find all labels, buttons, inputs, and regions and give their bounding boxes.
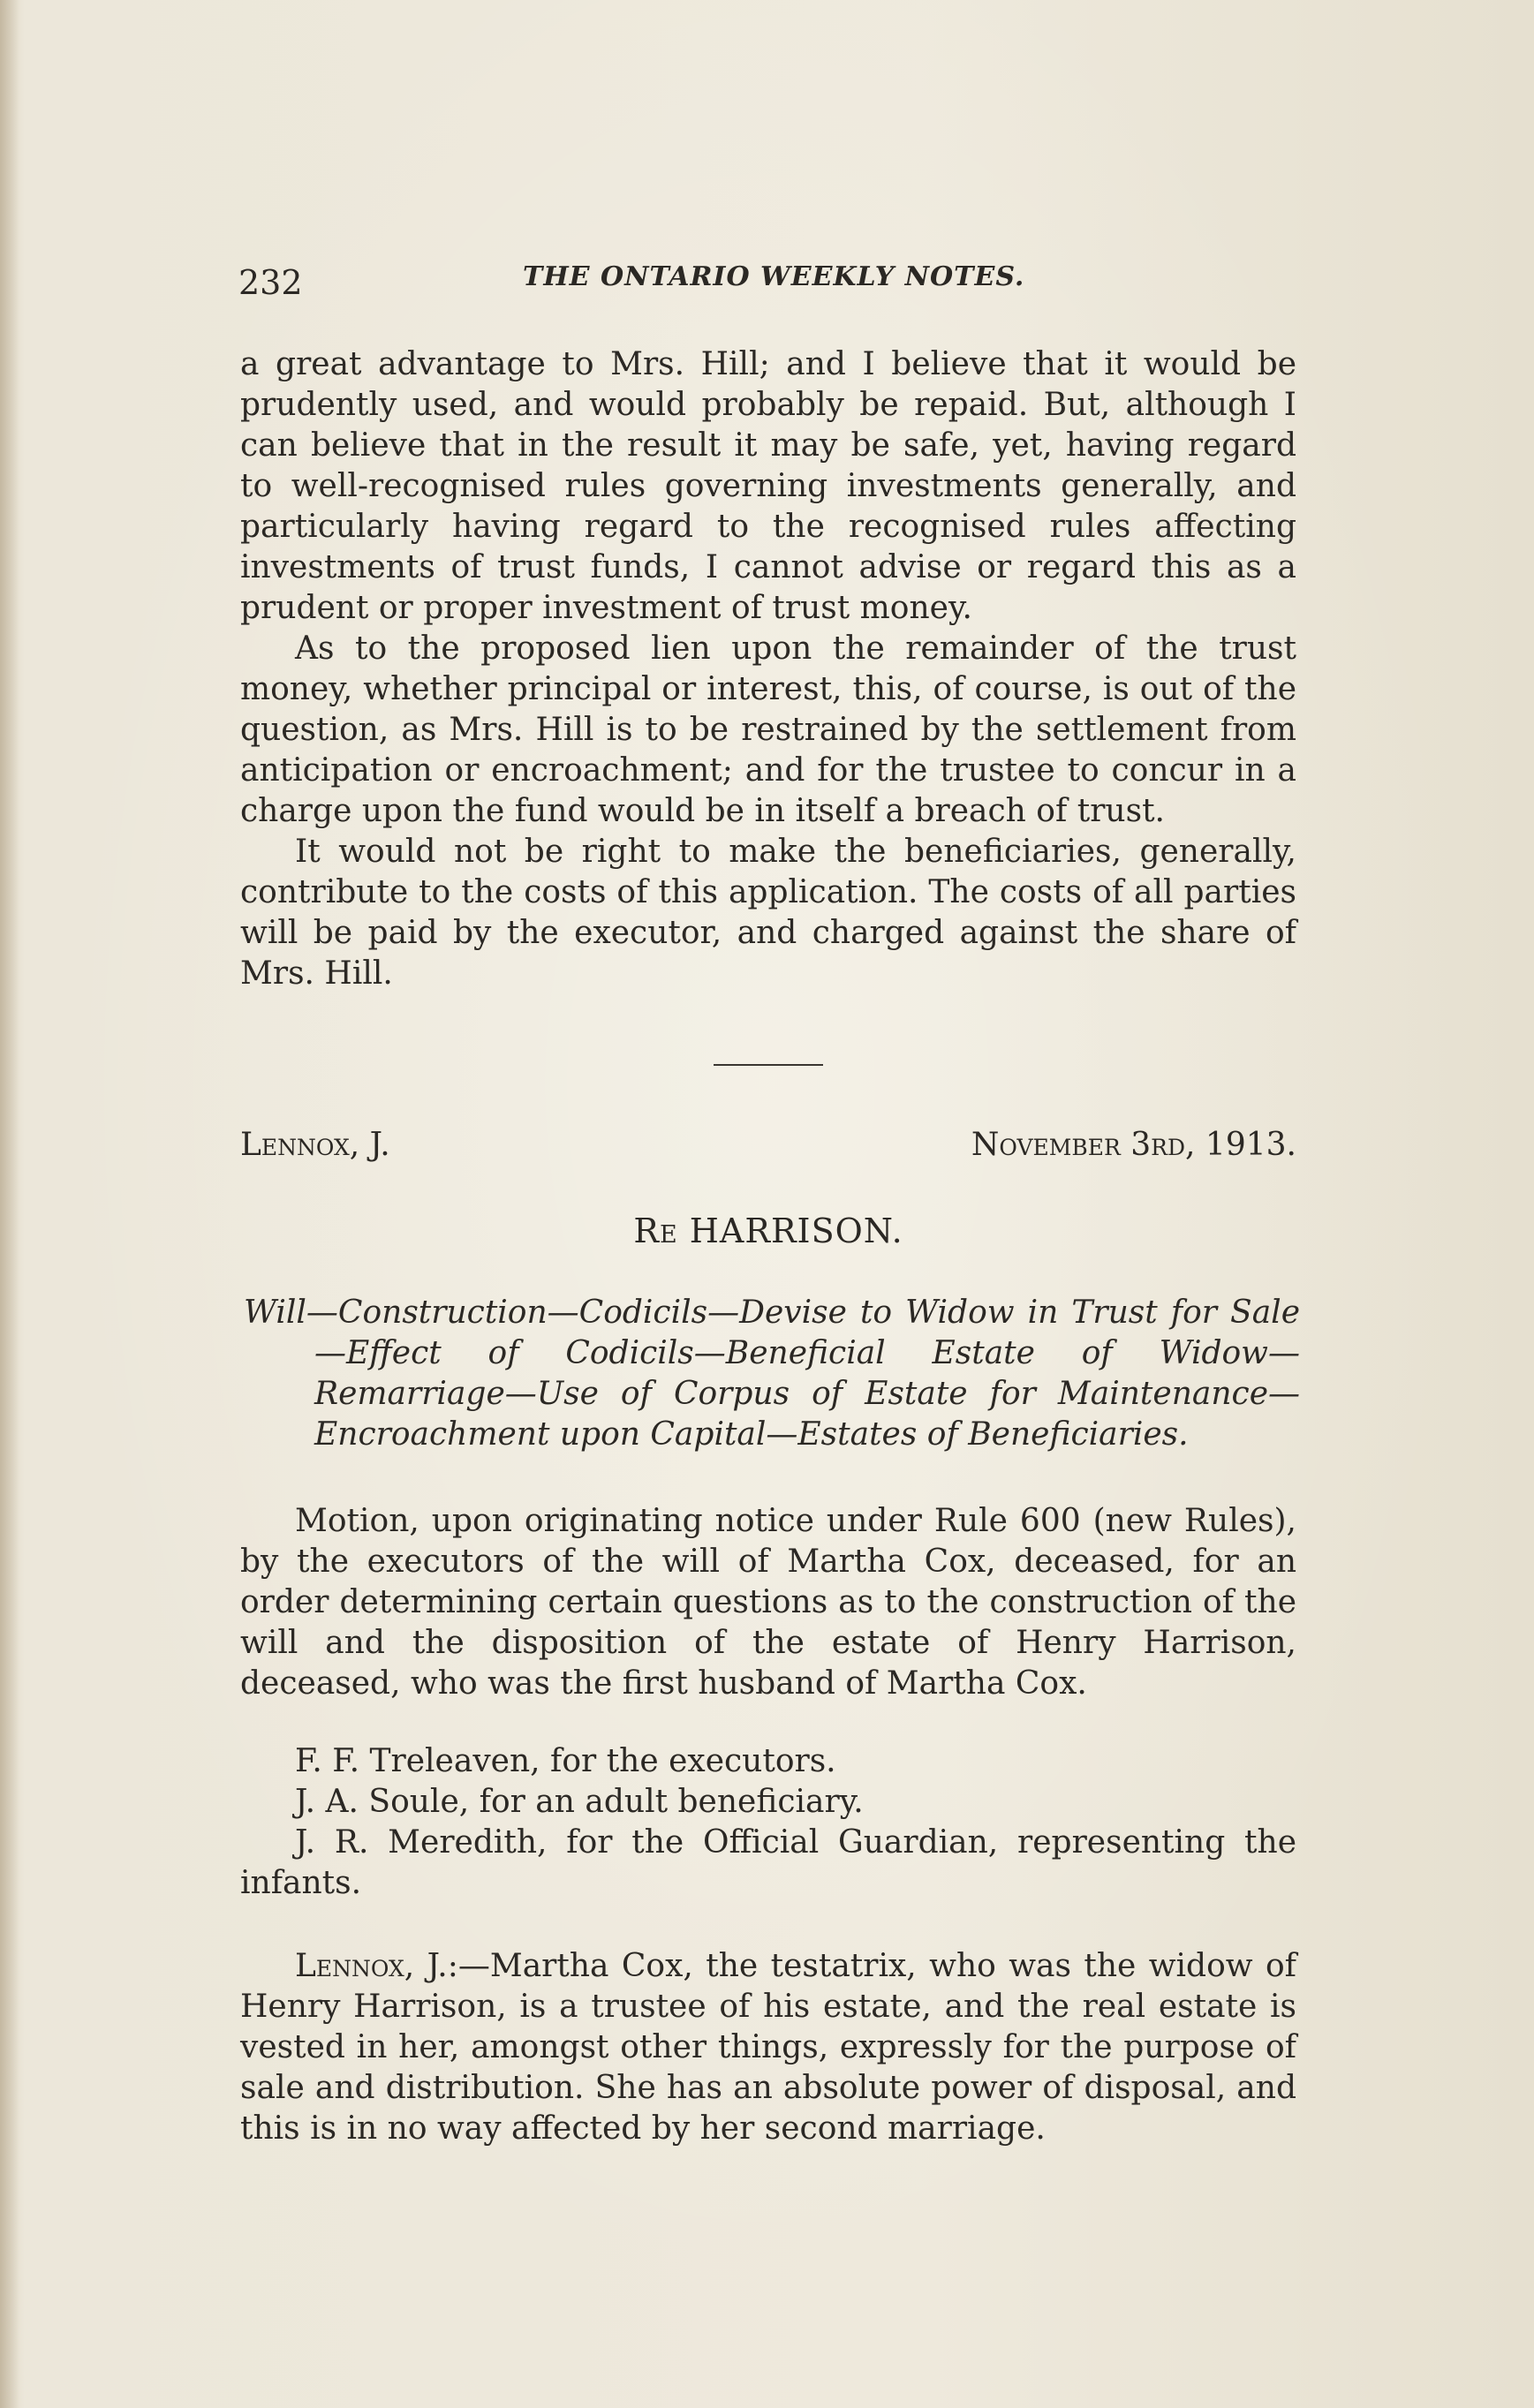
page-number: 232 [238,263,303,302]
paragraph: a great advantage to Mrs. Hill; and I believe that it would be prudently used, and would probably be repaid. But, although I can believe that in the result it may be safe, yet, having regard to well-recognised rules governing investments generally, and particularly having regard to the recognised rules affecting investments of trust funds, I cannot advise or regard this as a prudent or proper investment of trust money. [240,346,1296,626]
section-divider [714,1064,823,1066]
judgment-block [240,1946,1296,2149]
judge-name: Lennox, J. [240,1127,390,1163]
judgment-paragraph [240,1946,1296,2149]
judgment-speaker: Lennox, J. [295,1948,448,1984]
previous-case-body [240,344,1296,994]
page-header [238,258,1298,302]
counsel-entry: J. A. Soule, for an adult beneficiary. [295,1784,864,1820]
case-title [240,1212,1296,1250]
case-title-prefix: Re [633,1212,678,1250]
headnote: Will—Construction—Codicils—Devise to Widow in Trust for Sale—Effect of Codicils—Beneficial Estate of Widow—Remarriage—Use of Corpus of Estate for Maintenance—Encroachment upon Capital—Estates of Beneficiaries. [244,1295,1300,1453]
page-gutter-shadow [0,0,19,2408]
paragraph: It would not be right to make the beneficiaries, generally, contribute to the costs of this application. The costs of all parties will be paid by the executor, and charged against the share of Mrs. Hill. [240,834,1296,992]
motion-paragraph-block [240,1501,1296,1704]
judgment-text: :—Martha Cox, the testatrix, who was the widow of Henry Harrison, is a trustee of his estate, and the real estate is vested in her, amongst other things, expressly for the purpose of sale and distribution. She has an absolute power of disposal, and this is in no way affected by her second marriage. [240,1948,1296,2147]
case-title-name: HARRISON. [689,1212,903,1250]
motion-paragraph: Motion, upon originating notice under Rule 600 (new Rules), by the executors of the will of Martha Cox, deceased, for an order determining certain questions as to the construction of the will and the disposition of the estate of Henry Harrison, deceased, who was the first husband of Martha Cox. [240,1503,1296,1702]
case-date: November 3rd, 1913. [971,1127,1296,1163]
counsel-entry: F. F. Treleaven, for the executors. [295,1743,836,1779]
running-head: THE ONTARIO WEEKLY NOTES. [523,261,1025,292]
counsel-entry: J. R. Meredith, for the Official Guardian, representing the infants. [240,1824,1296,1901]
paragraph: As to the proposed lien upon the remainder of the trust money, whether principal or interest, this, of course, is out of the question, as Mrs. Hill is to be restrained by the settlement from anticipation or encroachment; and for the trustee to concur in a charge upon the fund would be in itself a breach of trust. [240,630,1296,829]
counsel-list [240,1741,1296,1904]
